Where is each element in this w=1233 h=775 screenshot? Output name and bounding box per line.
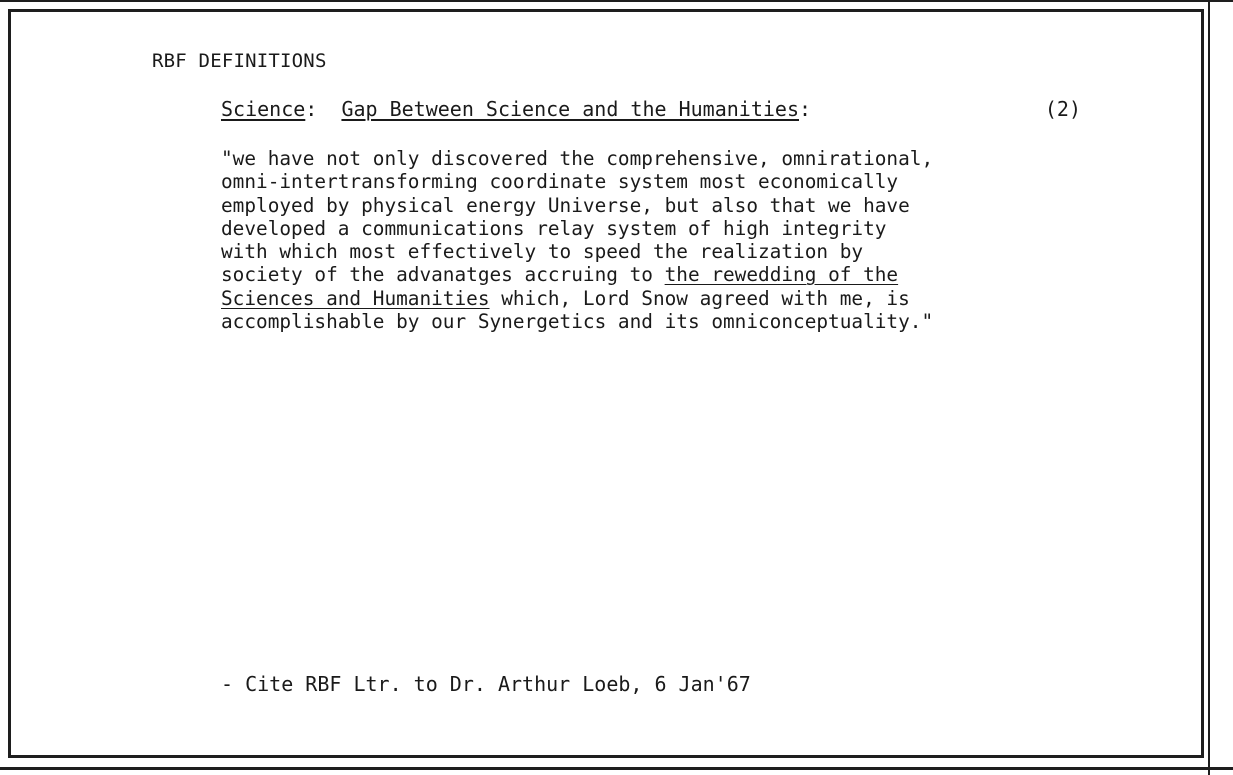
quote-line: society of the advanatges accruing to the rewedding of the — [221, 263, 899, 287]
subtopic-label: Gap Between Science and the Humanities — [341, 97, 799, 121]
quote-line: "we have not only discovered the comprehensive, omnirational, — [221, 147, 934, 170]
quote-line: employed by physical energy Universe, but also that we have — [221, 193, 910, 217]
quote-line: with which most effectively to speed the realization by — [221, 240, 864, 264]
card-number: (2) — [1044, 97, 1081, 121]
top-border-line — [0, 0, 1233, 2]
card-header: RBF DEFINITIONS — [152, 50, 327, 72]
term-label: Science — [221, 97, 306, 121]
quote-line: accomplishable by our Synergetics and its omniconceptuality." — [221, 310, 934, 334]
underlined-phrase: Sciences and Humanities — [221, 286, 490, 310]
subtopic-separator: : — [799, 97, 812, 121]
quote-body — [221, 147, 1101, 333]
citation: - Cite RBF Ltr. to Dr. Arthur Loeb, 6 Jan'67 — [221, 672, 751, 696]
bottom-border-line — [0, 767, 1233, 770]
underlined-phrase: the rewedding of the — [664, 263, 899, 287]
quote-line: developed a communications relay system of high integrity — [221, 216, 887, 240]
definition-card — [8, 9, 1204, 758]
quote-line: omni-intertransforming coordinate system most economically — [221, 170, 899, 194]
subject-line — [221, 97, 1081, 121]
term-separator: : — [305, 97, 318, 121]
right-border-line — [1208, 0, 1210, 775]
quote-line: Sciences and Humanities which, Lord Snow agreed with me, is — [221, 286, 910, 310]
